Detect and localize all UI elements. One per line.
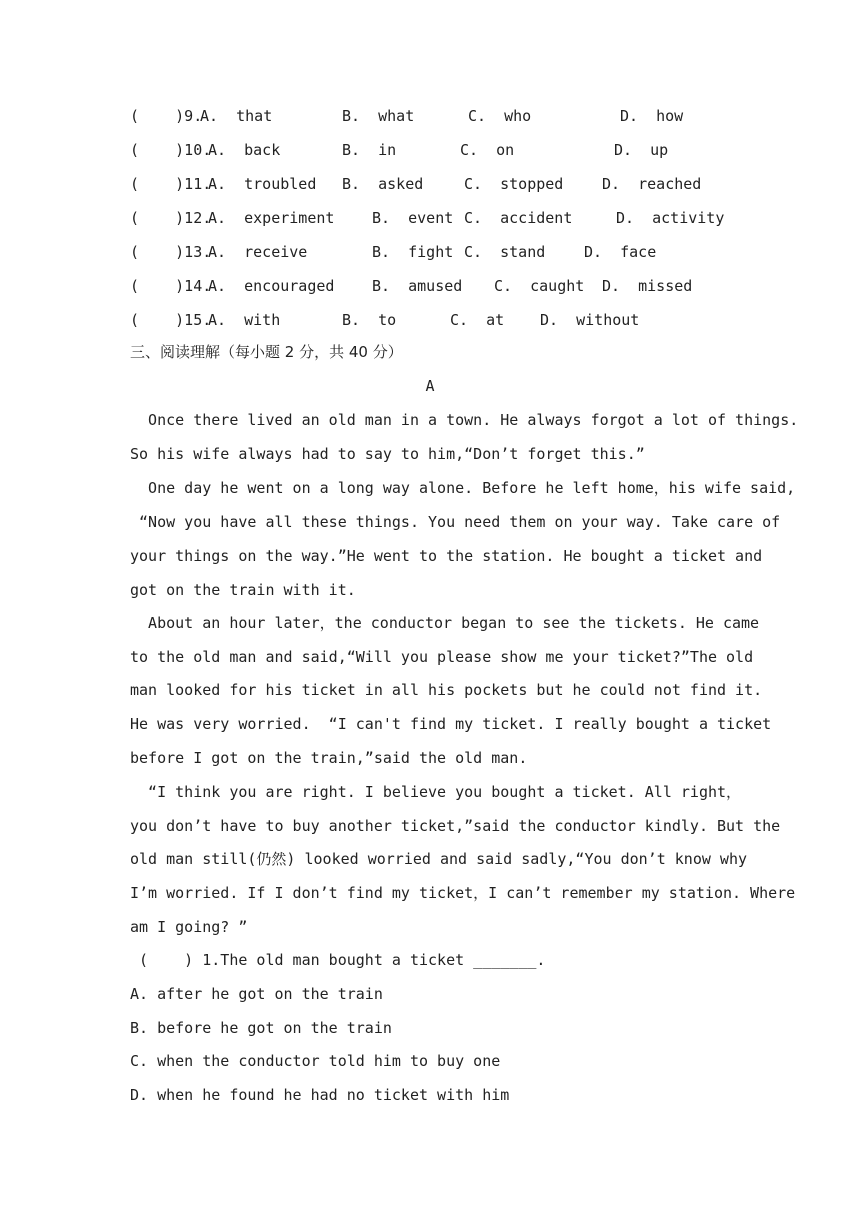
passage-line: One day he went on a long way alone. Before he left home，his wife said, bbox=[130, 479, 796, 497]
option-d: D. up bbox=[614, 141, 669, 159]
passage-line: “I think you are right. I believe you bought a ticket. All right， bbox=[130, 783, 742, 801]
option-c: C. stand bbox=[464, 243, 546, 261]
option-row-14 bbox=[130, 276, 693, 296]
question-number: ( )12. bbox=[130, 209, 212, 227]
passage-label: A bbox=[425, 377, 435, 395]
option-a: A. back bbox=[208, 141, 281, 159]
question-number: ( )14. bbox=[130, 277, 212, 295]
option-c: C. accident bbox=[464, 209, 573, 227]
option-b: B. amused bbox=[372, 277, 463, 295]
passage-line: to the old man and said,“Will you please show me your ticket?”The old bbox=[130, 648, 754, 666]
option-b: B. fight bbox=[372, 243, 454, 261]
option-row-15 bbox=[130, 310, 640, 330]
option-row-11 bbox=[130, 174, 702, 194]
question-option-d: D. when he found he had no ticket with him bbox=[130, 1086, 510, 1104]
question-option-a: A. after he got on the train bbox=[130, 985, 383, 1003]
option-c: C. who bbox=[468, 107, 532, 125]
question-number: ( )9. bbox=[130, 107, 203, 125]
option-b: B. what bbox=[342, 107, 415, 125]
option-d: D. activity bbox=[616, 209, 725, 227]
option-b: B. to bbox=[342, 311, 397, 329]
question-number: ( )10. bbox=[130, 141, 212, 159]
passage-line: “Now you have all these things. You need them on your way. Take care of bbox=[130, 513, 781, 531]
passage-line: old man still(仍然) looked worried and said sadly,“You don’t know why bbox=[130, 850, 747, 868]
option-d: D. how bbox=[620, 107, 684, 125]
option-row-10 bbox=[130, 140, 669, 160]
option-a: A. that bbox=[200, 107, 273, 125]
question-stem: ( ) 1.The old man bought a ticket _______. bbox=[130, 951, 546, 969]
option-a: A. troubled bbox=[208, 175, 317, 193]
option-c: C. on bbox=[460, 141, 515, 159]
question-option-b: B. before he got on the train bbox=[130, 1019, 392, 1037]
option-c: C. caught bbox=[494, 277, 585, 295]
option-c: C. stopped bbox=[464, 175, 564, 193]
passage-line: man looked for his ticket in all his pockets but he could not find it. bbox=[130, 681, 763, 699]
option-row-12 bbox=[130, 208, 725, 228]
passage-line: He was very worried. “I can't find my ticket. I really bought a ticket bbox=[130, 715, 772, 733]
passage-line: am I going? ” bbox=[130, 918, 248, 936]
passage-line: got on the train with it. bbox=[130, 581, 356, 599]
option-d: D. missed bbox=[602, 277, 693, 295]
option-row-13 bbox=[130, 242, 657, 262]
passage-line: About an hour later，the conductor began to see the tickets. He came bbox=[130, 614, 760, 632]
option-d: D. without bbox=[540, 311, 640, 329]
passage-line: you don’t have to buy another ticket,”said the conductor kindly. But the bbox=[130, 817, 781, 835]
option-a: A. experiment bbox=[208, 209, 335, 227]
option-c: C. at bbox=[450, 311, 505, 329]
question-number: ( )13. bbox=[130, 243, 212, 261]
section-title: 三、阅读理解（每小题 2 分，共 40 分） bbox=[130, 343, 403, 361]
passage-line: Once there lived an old man in a town. He always forgot a lot of things. bbox=[130, 411, 799, 429]
option-d: D. face bbox=[584, 243, 657, 261]
option-b: B. event bbox=[372, 209, 454, 227]
passage-line: your things on the way.”He went to the station. He bought a ticket and bbox=[130, 547, 763, 565]
option-a: A. with bbox=[208, 311, 281, 329]
passage-line: I’m worried. If I don’t find my ticket，I can’t remember my station. Where bbox=[130, 884, 796, 902]
question-number: ( )11. bbox=[130, 175, 212, 193]
option-row-9 bbox=[130, 106, 684, 126]
question-option-c: C. when the conductor told him to buy one bbox=[130, 1052, 501, 1070]
option-b: B. asked bbox=[342, 175, 424, 193]
question-number: ( )15. bbox=[130, 311, 212, 329]
option-b: B. in bbox=[342, 141, 397, 159]
option-a: A. receive bbox=[208, 243, 308, 261]
option-a: A. encouraged bbox=[208, 277, 335, 295]
passage-line: So his wife always had to say to him,“Don’t forget this.” bbox=[130, 445, 645, 463]
option-d: D. reached bbox=[602, 175, 702, 193]
passage-line: before I got on the train,”said the old man. bbox=[130, 749, 528, 767]
